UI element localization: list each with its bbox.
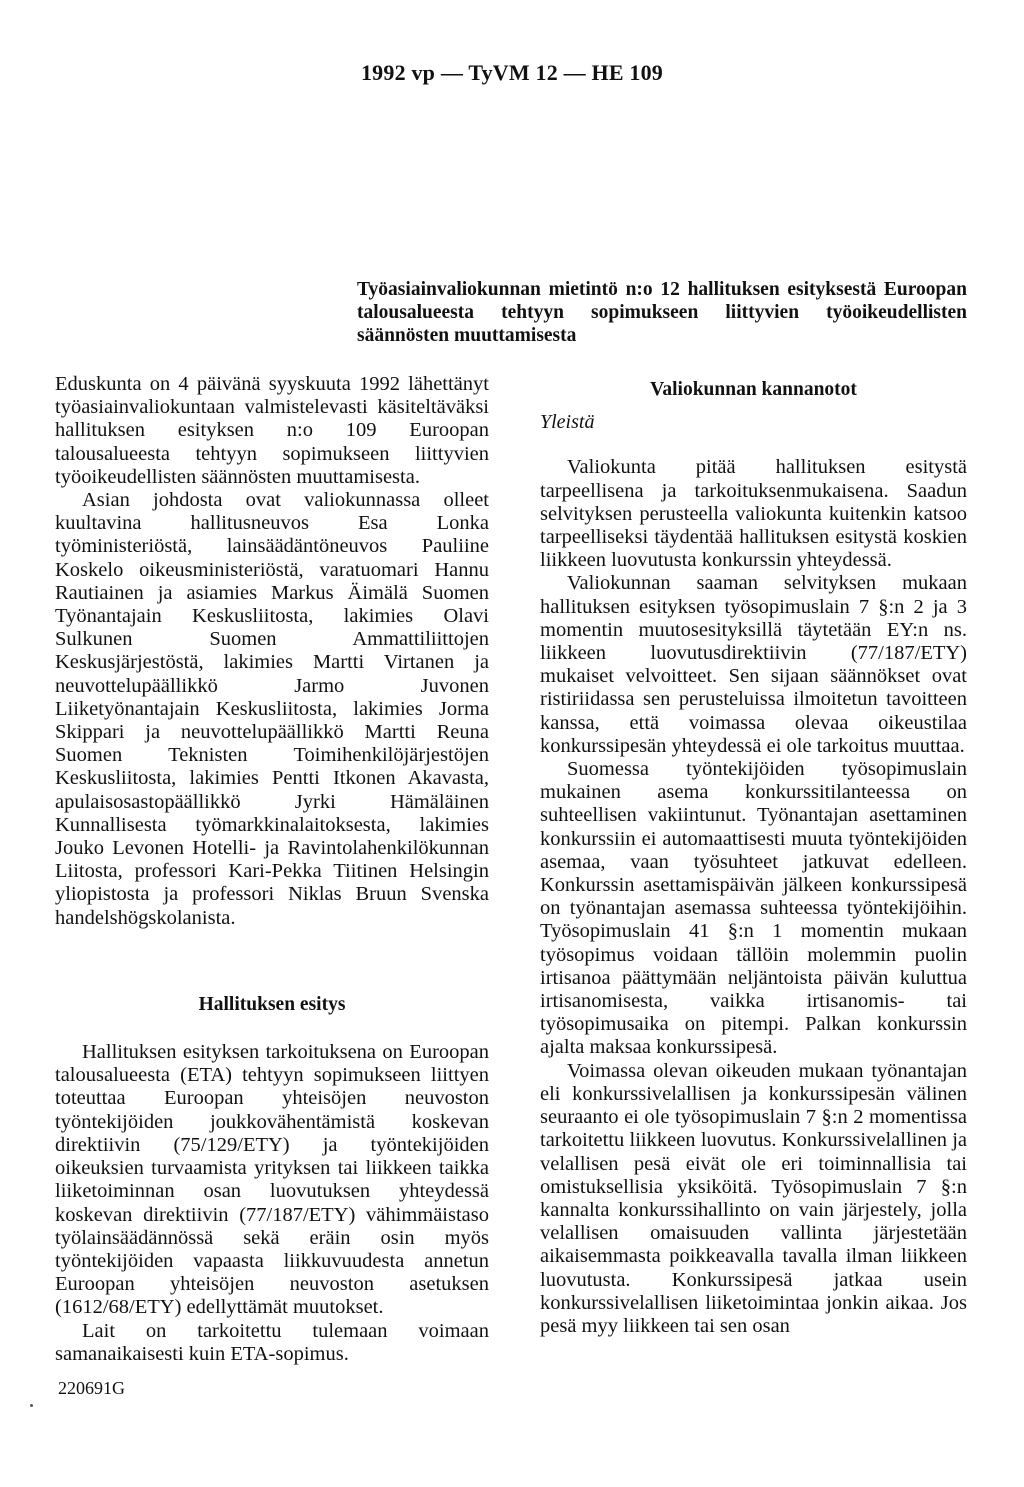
right-paragraph-3: Suomessa työntekijöiden työsopimuslain mukainen asema konkurssitilanteessa on suhteellisen vakiintunut. Työnantajan asettaminen konkurssiin ei automaattisesti muuta työntekijöiden asemaa, vaan työsuhteet jatkuvat edelleen. Konkurssin asettamispäivän jälkeen konkurssipesä on työnantajan asemassa suhteessa työntekijöihin. Työsopimuslain 41 §:n 1 momentin mukaan työsopimus voidaan tällöin molemmin puolin irtisanoa päättymään neljäntoista päivän kuluttua irtisanomisesta, vaikka irtisanomis- tai työsopimusaika on pitempi. Palkan konkurssin ajalta maksaa konkurssipesä. xyxy=(540,758,967,1059)
section-paragraph-1: Hallituksen esityksen tarkoituksena on Euroopan talousalueesta (ETA) tehtyyn sopimukseen liittyen toteuttaa Euroopan yhteisöjen neuvoston työntekijöiden joukkovähentämistä koskevan direktiivin (75/129/ETY) ja työntekijöiden oikeuksien turvaamista yrityksen tai liikkeen taikka liiketoiminnan osan luovutuksen yhteydessä koskevan direktiivin (77/187/ETY) vähimmäistaso työlainsäädännössä sekä eräin osin myös työntekijöiden vapaasta liikkuvuudesta annetun Euroopan yhteisöjen neuvoston asetuksen (1612/68/ETY) edellyttämät muutokset. xyxy=(55,1041,489,1319)
section-heading-hallituksen-esitys: Hallituksen esitys xyxy=(198,993,346,1015)
section-heading-valiokunnan-kannanotot: Valiokunnan kannanotot xyxy=(650,379,857,400)
intro-paragraph-1: Eduskunta on 4 päivänä syyskuuta 1992 lähettänyt työasiainvaliokuntaan valmistelevasti käsiteltäväksi hallituksen esityksen n:o 109 Euroopan talousalueesta tehtyyn sopimukseen liittyvien työoikeudellisten säännösten muuttamisesta. xyxy=(55,373,489,488)
footer-code: 220691G xyxy=(58,1378,125,1398)
subheading-yleista: Yleistä xyxy=(540,411,595,434)
right-paragraph-2: Valiokunnan saaman selvityksen mukaan hallituksen esityksen työsopimuslain 7 §:n 2 ja 3 momentin muutosesityksillä täytetään EY:n ns. liikkeen luovutusdirektiivin (77/187/ETY) mukaiset velvoitteet. Sen sijaan säännökset ovat ristiriidassa sen perusteluissa ilmoitetun tavoitteen kanssa, että voimassa olevaa oikeustilaa konkurssipesän yhteydessä ei ole tarkoitus muuttaa. xyxy=(540,572,967,757)
intro-paragraph-2: Asian johdosta ovat valiokunnassa olleet kuultavina hallitusneuvos Esa Lonka työministeriöstä, lainsäädäntöneuvos Pauliine Koskelo oikeusministeriöstä, varatuomari Hannu Rautiainen ja asiamies Markus Äimälä Suomen Työnantajain Keskusliitosta, lakimies Olavi Sulkunen Suomen Ammattiliittojen Keskusjärjestöstä, lakimies Martti Virtanen ja neuvottelupäällikkö Jarmo Juvonen Liiketyönantajain Keskusliitosta, lakimies Jorma Skippari ja neuvottelupäällikkö Martti Reuna Suomen Teknisten Toimihenkilöjärjestöjen Keskusliitosta, lakimies Pentti Itkonen Akavasta, apulaisosastopäällikkö Jyrki Hämäläinen Kunnallisesta työmarkkinalaitoksesta, lakimies Jouko Levonen Hotelli- ja Ravintolahenkilökunnan Liitosta, professori Kari-Pekka Tiitinen Helsingin yliopistosta ja professori Niklas Bruun Svenska handelshögskolanista. xyxy=(55,489,489,929)
margin-dot xyxy=(30,1404,33,1407)
section-paragraph-2: Lait on tarkoitettu tulemaan voimaan samanaikaisesti kuin ETA-sopimus. xyxy=(55,1319,489,1365)
right-paragraph-4: Voimassa olevan oikeuden mukaan työnantajan eli konkurssivelallisen ja konkurssipesän välinen seuraanto ei ole työsopimuslain 7 §:n 2 momentissa tarkoitettu liikkeen luovutus. Konkurssivelallinen ja velallisen pesä eivät ole eri toiminnallisia tai omistuksellisia yksiköitä. Työsopimuslain 7 §:n kannalta konkurssihallinto on vain järjestely, jolla velallisen omaisuuden vallinta järjestetään aikaisemmasta poikkeavalla tavalla ilman liikkeen luovutusta. Konkurssipesä jatkaa usein konkurssivelallisen liiketoimintaa jonkin aikaa. Jos pesä myy liikkeen tai sen osan xyxy=(540,1059,967,1337)
right-paragraph-1: Valiokunta pitää hallituksen esitystä tarpeellisena ja tarkoituksenmukaisena. Saadun selvityksen perusteella valiokunta kuitenkin katsoo tarpeelliseksi täydentää hallituksen esitystä koskien liikkeen luovutusta konkurssin yhteydessä. xyxy=(540,456,967,572)
left-column xyxy=(55,373,489,1366)
running-head: 1992 vp — TyVM 12 — HE 109 xyxy=(360,60,664,85)
document-title: Työasiainvaliokunnan mietintö n:o 12 hallituksen esityksestä Euroopan talousalueesta tehtyyn sopimukseen liittyvien työoikeudellisten säännösten muuttamisesta xyxy=(357,279,967,346)
right-column xyxy=(540,373,967,1338)
